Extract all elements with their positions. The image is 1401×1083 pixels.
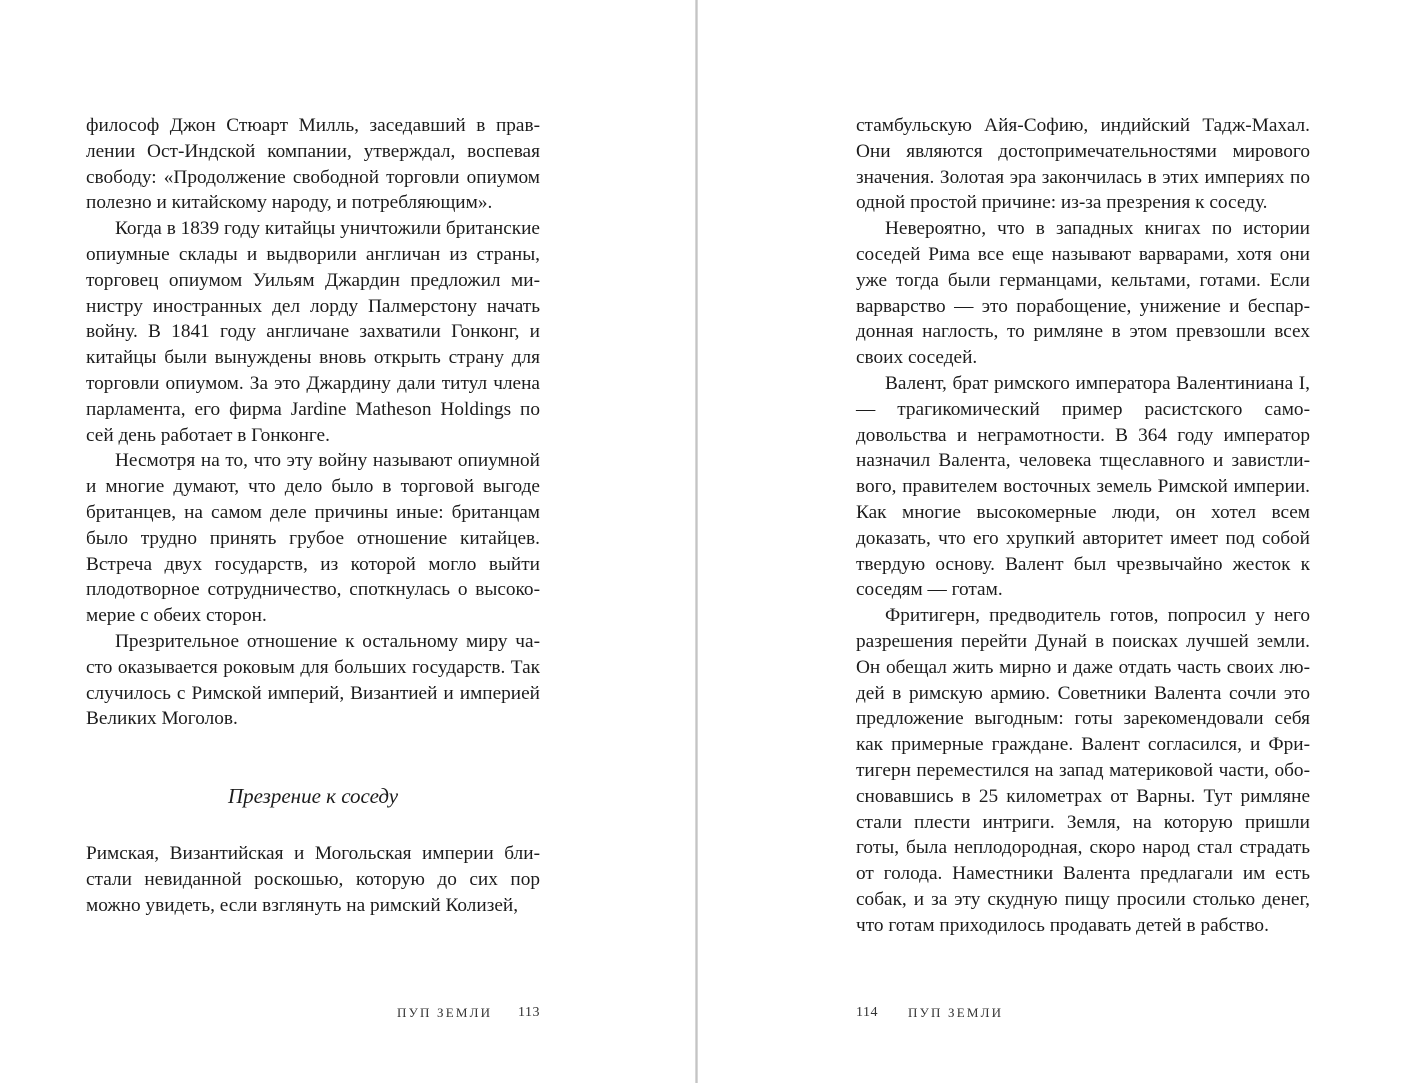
paragraph: Валент, брат римского императора Валентиниана I, — трагикомический пример расистского самодовольства и неграмотности. В 364 году император назначил Валента, человека тщеславного и завистливого, правителем восточных земель Римской империи. Как многие высокомерные люди, он хотел всем доказать, что его хрупкий авторитет имеет под собой твердую основу. Валент был чрезвычайно жесток к соседям — готам. <box>856 372 1310 601</box>
page-number: 113 <box>518 1005 540 1020</box>
right-page-text <box>856 113 1310 939</box>
left-page <box>0 0 695 1083</box>
paragraph: Несмотря на то, что эту войну называют опиумной и многие думают, что дело было в торговой выгоде британцев, на самом деле причины иные: британцам было трудно принять грубое отношение китайцев. Встреча двух государств, из которой могло выйти плодотворное сотрудничество, споткнулась о высокомерие с обеих сторон. <box>86 450 540 627</box>
left-page-text <box>86 113 540 919</box>
paragraph: Невероятно, что в западных книгах по истории соседей Рима все еще называют варварами, хотя они уже тогда были германцами, кельтами, готами. Если варварство — это порабощение, унижение и беспардонная наглость, то римляне в этом превзошли всех своих соседей. <box>856 218 1310 369</box>
paragraph: Когда в 1839 году китайцы уничтожили британские опиумные склады и выдворили англичан из страны, торговец опиумом Уильям Джардин предложил министру иностранных дел лорду Палмерстону начать войну. В 1841 году англичане захватили Гонконг, и китайцы были вынуждены вновь открыть страну для торговли опиумом. За это Джардину дали титул члена парламента, его фирма Jardine Matheson Holdings по сей день работает в Гонконге. <box>86 218 540 446</box>
paragraph: Фритигерн, предводитель готов, попросил у него разрешения перейти Дунай в поисках лучшей земли. Он обещал жить мирно и даже отдать часть своих людей в римскую армию. Советники Валента сочли это предложение выгодным: готы зарекомендовали себя как примерные граждане. Валент согласился, и Фритигерн переместился на запад материковой части, обосновавшись в 25 километрах от Варны. Тут римляне стали плести интриги. Земля, на которую пришли готы, была неплодородная, скоро народ стал страдать от голода. Наместники Валента предлагали им есть собак, и за эту скудную пищу просили столько денег, что готам приходилось продавать детей в рабство. <box>856 605 1310 936</box>
right-page <box>698 0 1401 1083</box>
running-title: ПУП ЗЕМЛИ <box>397 1005 493 1020</box>
paragraph: философ Джон Стюарт Милль, заседавший в правлении Ост-Индской компании, утверждал, воспевая свободу: «Продолжение свободной торговли опиумом полезно и китайскому народу, и потребляющим». <box>86 115 540 214</box>
paragraph: Римская, Византийская и Могольская империи блистали невиданной роскошью, которую до сих пор можно увидеть, если взглянуть на римский Колизей, <box>86 843 540 916</box>
section-heading: Презрение к соседу <box>227 784 399 809</box>
paragraph: стамбульскую Айя-Софию, индийский Тадж-Махал. Они являются достопримечательностями мирового значения. Золотая эра закончилась в этих империях по одной простой причине: из-за презрения к соседу. <box>856 115 1310 214</box>
page-number: 114 <box>856 1005 878 1020</box>
running-title: ПУП ЗЕМЛИ <box>908 1005 1004 1020</box>
paragraph: Презрительное отношение к остальному миру часто оказывается роковым для больших государств. Так случилось с Римской империй, Византией и империей Великих Моголов. <box>86 630 540 730</box>
